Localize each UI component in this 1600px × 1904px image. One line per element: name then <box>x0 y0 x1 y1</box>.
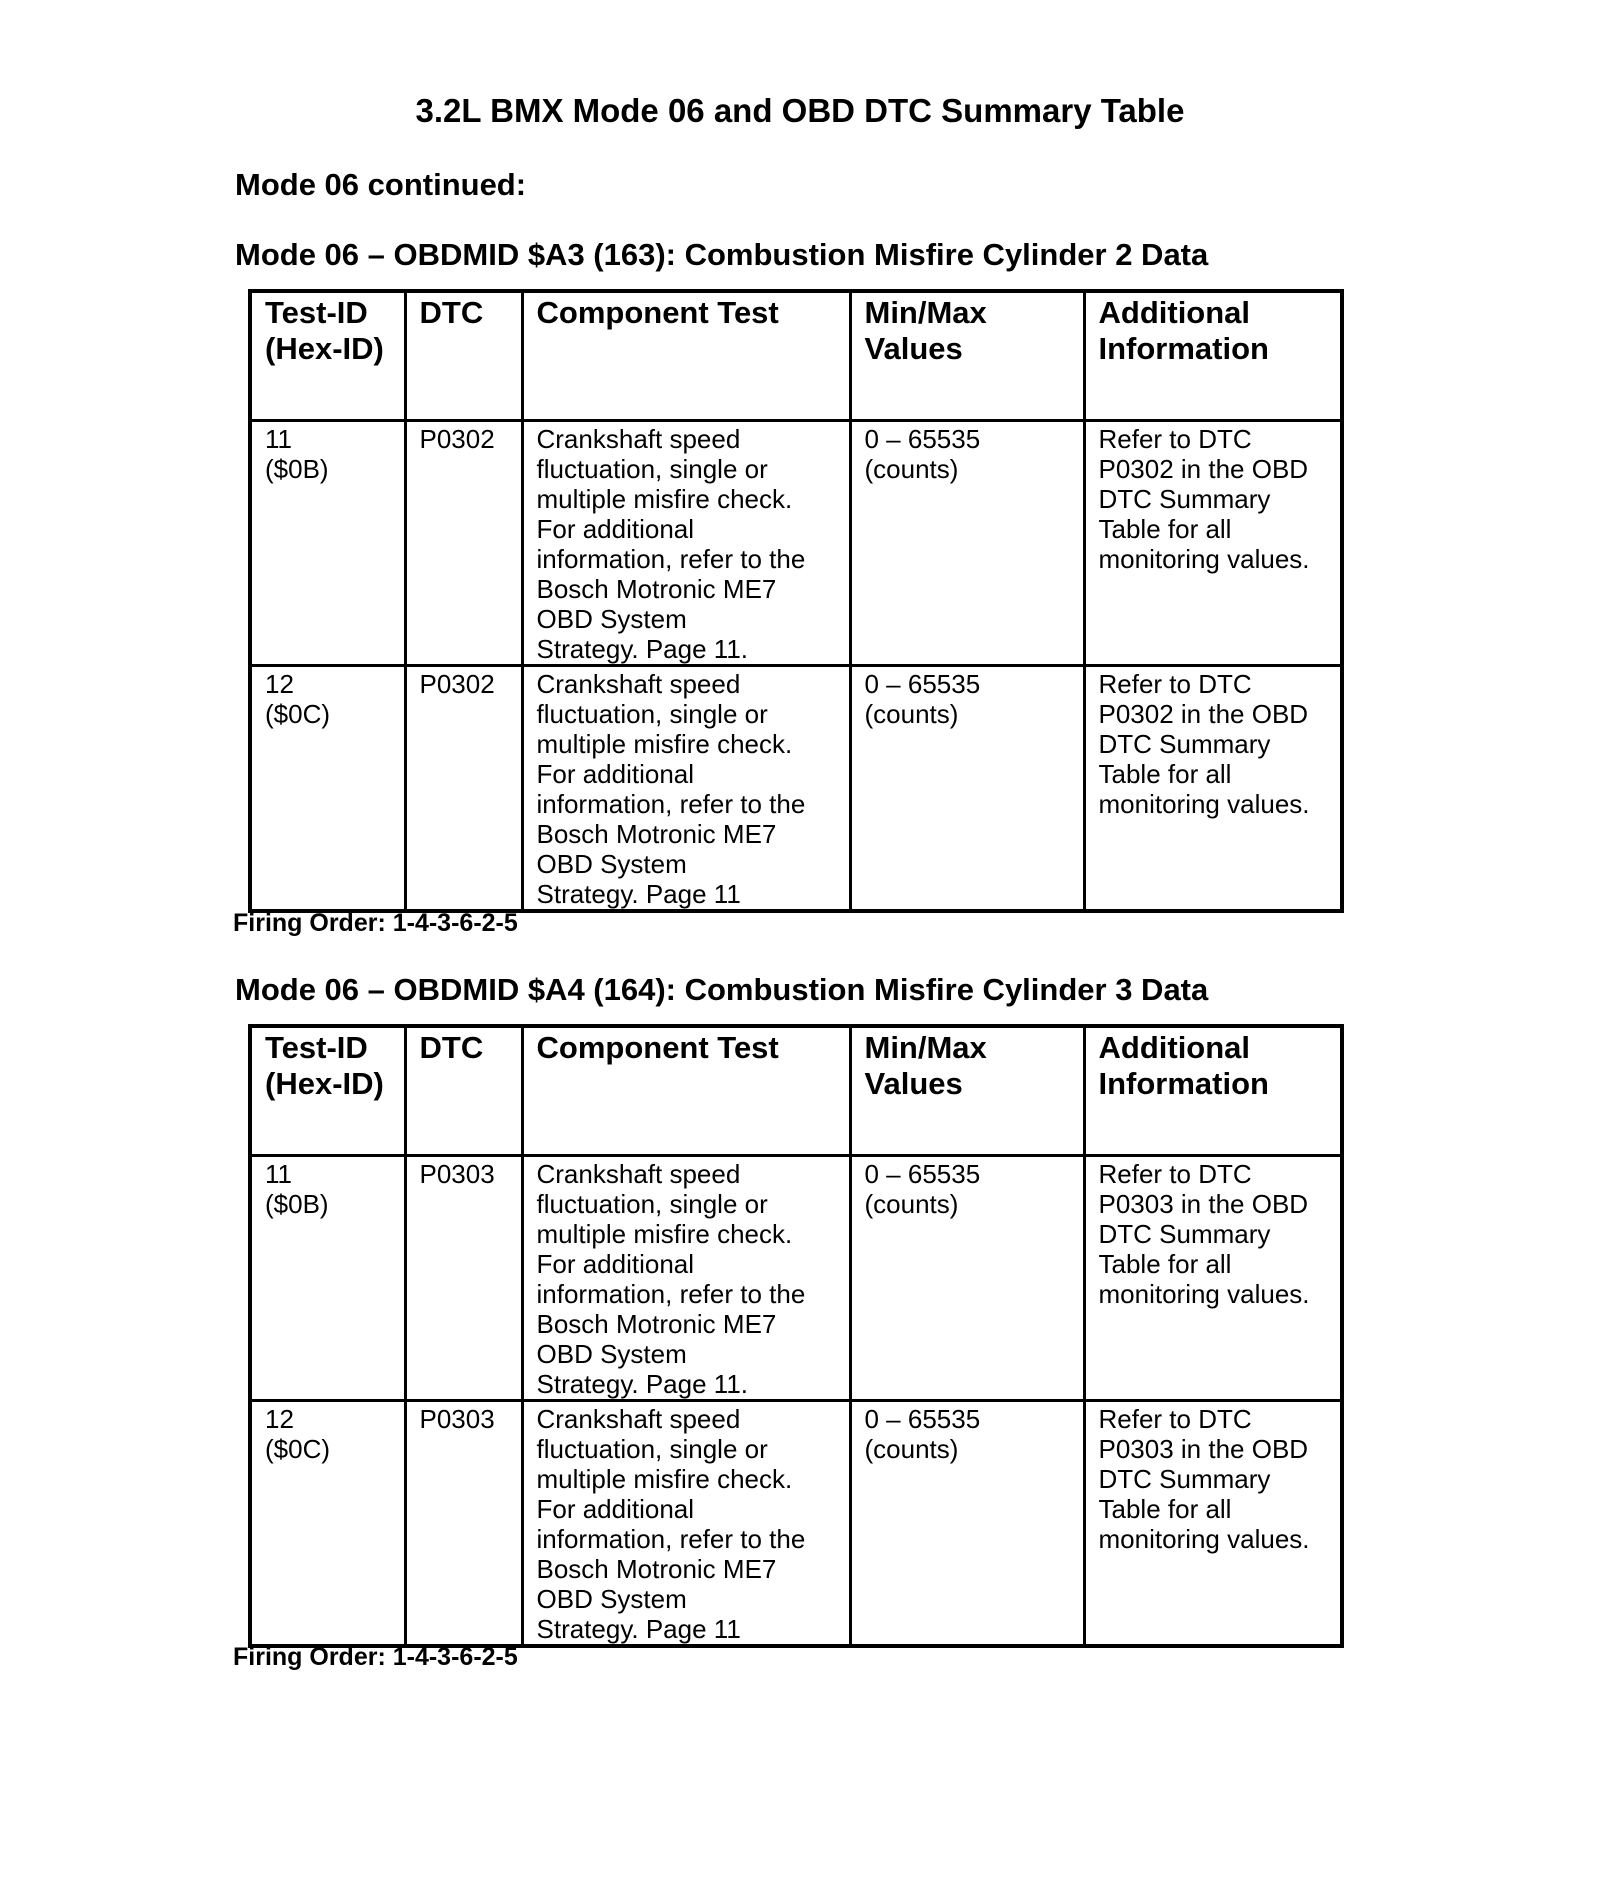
cell-line: P0303 <box>419 1159 495 1189</box>
cell-additional-info <box>1084 1401 1342 1647</box>
table-row <box>250 1401 1342 1647</box>
cell-dtc <box>405 1401 522 1647</box>
cell-line: monitoring values. <box>1098 544 1310 574</box>
cell-line: P0302 <box>419 669 495 699</box>
cell-line: Values <box>864 331 963 366</box>
dtc-table-cylinder-2 <box>248 289 1344 913</box>
cell-line: Strategy. Page 11. <box>536 634 749 664</box>
cell-line: Additional <box>1098 295 1251 330</box>
cell-line: information, refer to the <box>536 1524 806 1554</box>
cell-dtc <box>405 421 522 666</box>
cell-line: P0303 <box>419 1404 495 1434</box>
table-row <box>250 421 1342 666</box>
table-header-row <box>250 1026 1342 1156</box>
cell-additional-info <box>1084 666 1342 912</box>
header-dtc <box>405 291 522 421</box>
cell-line: OBD System <box>536 849 687 879</box>
cell-line: Values <box>864 1066 963 1101</box>
cell-line: OBD System <box>536 604 687 634</box>
cell-line: information, refer to the <box>536 789 806 819</box>
firing-order-note: Firing Order: 1-4-3-6-2-5 <box>233 1643 518 1671</box>
cell-component-test <box>522 1401 850 1647</box>
cell-line: ($0C) <box>265 1434 331 1464</box>
cell-line: 12 <box>265 669 294 699</box>
cell-test-id <box>250 666 405 912</box>
cell-line: Min/Max <box>864 295 987 330</box>
header-min-max <box>850 1026 1084 1156</box>
cell-line: Crankshaft speed <box>536 424 741 454</box>
cell-line: Crankshaft speed <box>536 1404 741 1434</box>
cell-line: multiple misfire check. <box>536 1464 793 1494</box>
cell-component-test <box>522 666 850 912</box>
cell-line: Min/Max <box>864 1030 987 1065</box>
cell-line: P0302 in the OBD <box>1098 454 1309 484</box>
header-test-id <box>250 1026 405 1156</box>
cell-line: ($0B) <box>265 1189 329 1219</box>
header-additional-info <box>1084 1026 1342 1156</box>
dtc-table-cylinder-3 <box>248 1024 1344 1648</box>
continued-label: Mode 06 continued: <box>235 167 527 202</box>
cell-dtc <box>405 1156 522 1401</box>
cell-line: Refer to DTC <box>1098 669 1252 699</box>
cell-line: Bosch Motronic ME7 <box>536 574 777 604</box>
cell-line: Refer to DTC <box>1098 1159 1252 1189</box>
cell-line: (counts) <box>864 1189 959 1219</box>
cell-line: fluctuation, single or <box>536 699 768 729</box>
cell-line: 0 – 65535 <box>864 669 981 699</box>
cell-line: information, refer to the <box>536 1279 806 1309</box>
header-additional-info <box>1084 291 1342 421</box>
cell-line: 0 – 65535 <box>864 1404 981 1434</box>
cell-line: Strategy. Page 11. <box>536 1369 749 1399</box>
cell-min-max <box>850 1156 1084 1401</box>
firing-order-note: Firing Order: 1-4-3-6-2-5 <box>233 909 518 937</box>
cell-line: For additional <box>536 514 695 544</box>
cell-line: fluctuation, single or <box>536 454 768 484</box>
cell-line: (Hex-ID) <box>265 1066 384 1101</box>
cell-line: monitoring values. <box>1098 1524 1310 1554</box>
cell-line: DTC <box>419 295 484 330</box>
cell-line: Table for all <box>1098 514 1232 544</box>
cell-test-id <box>250 1156 405 1401</box>
cell-line: P0302 <box>419 424 495 454</box>
header-component-test <box>522 291 850 421</box>
cell-line: 0 – 65535 <box>864 424 981 454</box>
cell-line: multiple misfire check. <box>536 1219 793 1249</box>
cell-dtc <box>405 666 522 912</box>
cell-line: P0303 in the OBD <box>1098 1434 1309 1464</box>
cell-line: ($0C) <box>265 699 331 729</box>
cell-line: DTC Summary <box>1098 484 1271 514</box>
cell-line: 11 <box>265 1159 292 1189</box>
cell-line: fluctuation, single or <box>536 1434 768 1464</box>
cell-line: DTC Summary <box>1098 729 1271 759</box>
cell-additional-info <box>1084 421 1342 666</box>
cell-line: Bosch Motronic ME7 <box>536 819 777 849</box>
cell-line: DTC <box>419 1030 484 1065</box>
cell-line: multiple misfire check. <box>536 484 793 514</box>
cell-test-id <box>250 1401 405 1647</box>
cell-line: Crankshaft speed <box>536 1159 741 1189</box>
cell-line: monitoring values. <box>1098 1279 1310 1309</box>
cell-line: ($0B) <box>265 454 329 484</box>
cell-line: Test-ID <box>265 295 368 330</box>
cell-line: P0303 in the OBD <box>1098 1189 1309 1219</box>
cell-line: Additional <box>1098 1030 1251 1065</box>
cell-line: Component Test <box>536 295 779 330</box>
cell-line: (counts) <box>864 699 959 729</box>
cell-line: P0302 in the OBD <box>1098 699 1309 729</box>
cell-line: Strategy. Page 11 <box>536 1614 741 1644</box>
cell-component-test <box>522 421 850 666</box>
table-row <box>250 666 1342 912</box>
cell-line: monitoring values. <box>1098 789 1310 819</box>
section-heading-cylinder-2: Mode 06 – OBDMID $A3 (163): Combustion Misfire Cylinder 2 Data <box>235 237 1209 272</box>
cell-line: Crankshaft speed <box>536 669 741 699</box>
header-component-test <box>522 1026 850 1156</box>
document-title: 3.2L BMX Mode 06 and OBD DTC Summary Table <box>415 92 1185 129</box>
header-min-max <box>850 291 1084 421</box>
cell-line: Bosch Motronic ME7 <box>536 1554 777 1584</box>
cell-line: Bosch Motronic ME7 <box>536 1309 777 1339</box>
cell-line: (counts) <box>864 454 959 484</box>
cell-line: Table for all <box>1098 1249 1232 1279</box>
cell-line: 12 <box>265 1404 294 1434</box>
cell-line: OBD System <box>536 1339 687 1369</box>
cell-line: (Hex-ID) <box>265 331 384 366</box>
cell-min-max <box>850 1401 1084 1647</box>
cell-additional-info <box>1084 1156 1342 1401</box>
cell-line: multiple misfire check. <box>536 729 793 759</box>
cell-line: (counts) <box>864 1434 959 1464</box>
header-test-id <box>250 291 405 421</box>
cell-line: DTC Summary <box>1098 1464 1271 1494</box>
cell-line: information, refer to the <box>536 544 806 574</box>
cell-line: Information <box>1098 1066 1269 1101</box>
cell-line: Refer to DTC <box>1098 1404 1252 1434</box>
cell-line: Table for all <box>1098 759 1232 789</box>
cell-line: Strategy. Page 11 <box>536 879 741 909</box>
cell-line: 0 – 65535 <box>864 1159 981 1189</box>
header-dtc <box>405 1026 522 1156</box>
cell-line: Component Test <box>536 1030 779 1065</box>
cell-line: fluctuation, single or <box>536 1189 768 1219</box>
cell-test-id <box>250 421 405 666</box>
cell-line: 11 <box>265 424 292 454</box>
cell-min-max <box>850 421 1084 666</box>
cell-line: For additional <box>536 759 695 789</box>
cell-component-test <box>522 1156 850 1401</box>
cell-line: For additional <box>536 1249 695 1279</box>
cell-line: Test-ID <box>265 1030 368 1065</box>
cell-line: Refer to DTC <box>1098 424 1252 454</box>
cell-min-max <box>850 666 1084 912</box>
table-header-row <box>250 291 1342 421</box>
cell-line: Table for all <box>1098 1494 1232 1524</box>
table-row <box>250 1156 1342 1401</box>
cell-line: For additional <box>536 1494 695 1524</box>
section-heading-cylinder-3: Mode 06 – OBDMID $A4 (164): Combustion Misfire Cylinder 3 Data <box>235 972 1209 1007</box>
cell-line: DTC Summary <box>1098 1219 1271 1249</box>
cell-line: Information <box>1098 331 1269 366</box>
cell-line: OBD System <box>536 1584 687 1614</box>
